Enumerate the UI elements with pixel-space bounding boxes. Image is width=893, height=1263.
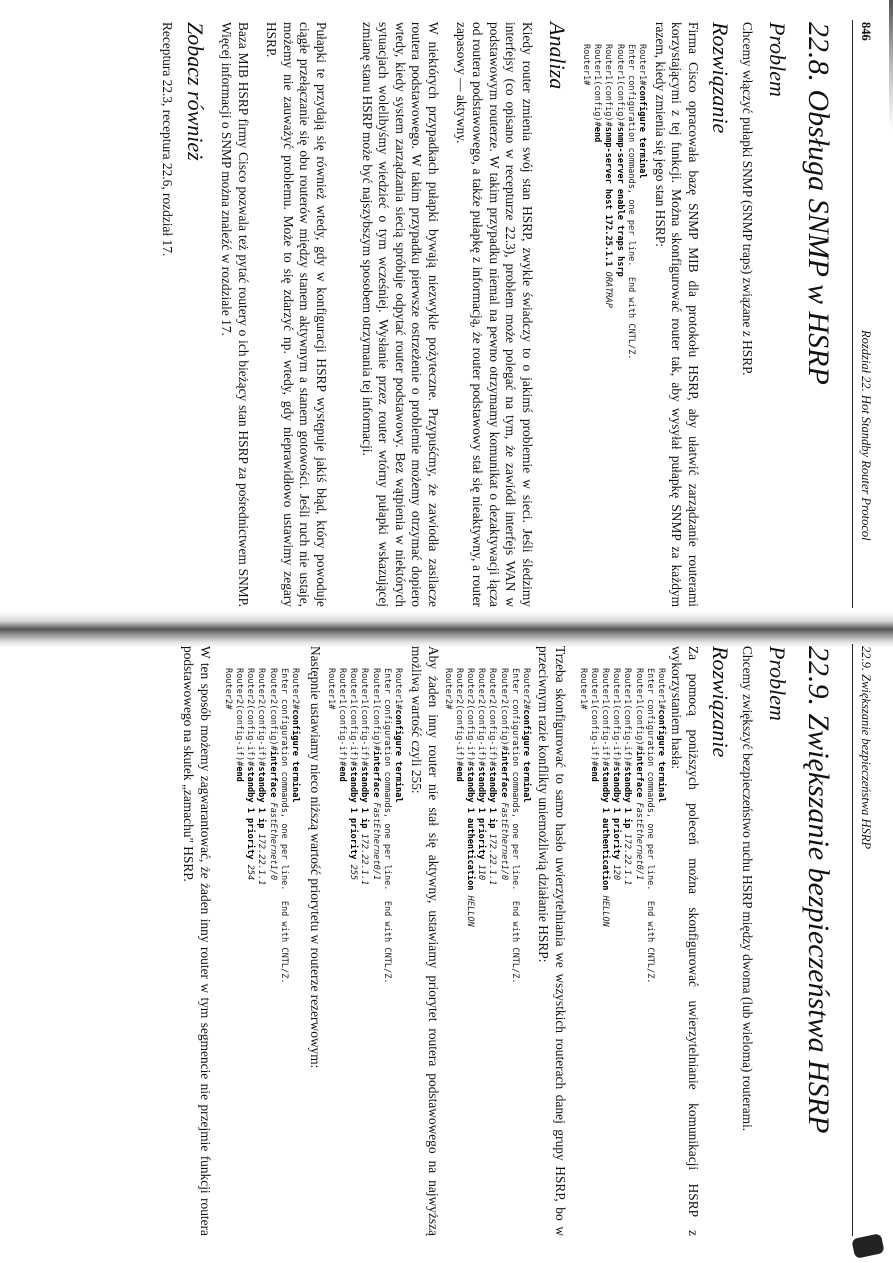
code-line xyxy=(371,668,381,880)
code-line xyxy=(393,668,403,803)
code-prompt: Router2(config-if)# xyxy=(233,668,244,767)
code-command: standby 1 priority xyxy=(245,766,256,865)
code-line xyxy=(454,668,464,782)
code-prompt: Router1(config-if)# xyxy=(622,668,633,767)
code-command: snmp-server enable traps hsrp xyxy=(614,126,625,277)
code-argument: HELLON xyxy=(464,895,475,927)
code-line xyxy=(578,668,588,709)
code-command: standby 1 priority xyxy=(348,766,359,865)
code-prompt: Router2# xyxy=(521,668,531,710)
body-text: Aby żaden inny router nie stał się aktywny, ustawiamy priorytet routera podstawowego na najwyższą możliwą wartość czyli 255: xyxy=(409,646,441,1236)
solution-text: Firma Cisco opracowała bazę SNMP MIB dla protokołu HSRP, aby ułatwić zarządzanie routerami korzystającymi z tej funkcji. Można skonfigurować router tak, aby wysyłał pułapkę SNMP za każdym razem, kiedy zmienia się jego stan HSRP: xyxy=(652,22,701,607)
body-text: Trzeba skonfigurować to samo hasło uwierzytelniania we wszystkich routerach danej grupy HSRP, bo w przeciwnym razie konflikty uniemożliwią działanie HSRP: xyxy=(536,646,568,1236)
code-line xyxy=(634,668,644,880)
solution-heading: Rozwiązanie xyxy=(708,646,733,758)
code-line xyxy=(637,44,647,179)
code-command: interface xyxy=(370,750,381,803)
code-line xyxy=(268,668,278,880)
code-prompt: Router1# xyxy=(577,668,588,710)
code-prompt: Router2(config)# xyxy=(267,668,278,751)
code-argument: HELLON xyxy=(599,895,610,927)
code-command: end xyxy=(336,766,347,782)
code-prompt: Router2(config-if)# xyxy=(453,668,464,767)
code-command: snmp-server host 172.25.1.1 xyxy=(603,126,614,272)
code-argument: FastEthernet1/0 xyxy=(267,802,278,881)
code-line xyxy=(256,668,266,885)
closing-text: W ten sposób możemy zagwarantować, że żaden inny router w tym segmencie nie przejmie funkcji routera podstawowego na skutek „zamachu" HSRP. xyxy=(181,646,213,1236)
code-prompt: Router1# xyxy=(325,668,336,710)
running-header: 22.9. Zwiększanie bezpieczeństwa HSRP xyxy=(859,646,873,850)
code-prompt: Router2(config-if)# xyxy=(464,668,475,767)
code-argument: 120 xyxy=(611,864,622,881)
code-prompt: Router1# xyxy=(656,668,666,710)
code-prompt: Router1# xyxy=(637,44,647,86)
code-prompt: Router2# xyxy=(442,668,453,710)
code-command: end xyxy=(588,766,599,782)
code-prompt: Router2(config-if)# xyxy=(476,668,487,767)
code-line xyxy=(622,668,632,885)
code-argument: ORATRAP xyxy=(603,271,614,308)
code-line xyxy=(521,668,531,803)
code-line xyxy=(279,668,289,984)
body-text: Następnie ustawiamy nieco niższą wartość priorytetu w routerze rezerwowym: xyxy=(308,646,323,1069)
right-page xyxy=(0,640,893,1263)
code-command: standby 1 ip xyxy=(359,766,370,834)
code-line xyxy=(603,44,613,308)
solution-text: Za pomocą poniższych poleceń można skonfigurować uwierzytelnianie komunikacji HSRP z wykorzystaniem hasła: xyxy=(669,646,701,1236)
code-block xyxy=(576,668,666,984)
code-line xyxy=(611,668,621,880)
code-argument: FastEthernet0/1 xyxy=(370,802,381,881)
code-argument: 172.22.1.1 xyxy=(622,833,633,886)
code-command: interface xyxy=(633,750,644,803)
code-prompt: Router1(config)# xyxy=(633,668,644,751)
code-prompt: Router2# xyxy=(290,668,300,710)
code-argument: 255 xyxy=(348,864,359,881)
code-command: end xyxy=(233,766,244,782)
code-line xyxy=(589,668,599,782)
problem-heading: Problem xyxy=(765,22,790,97)
code-prompt: Router1(config)# xyxy=(370,668,381,751)
code-prompt: Router2(config-if)# xyxy=(487,668,498,767)
code-prompt: Router1(config-if)# xyxy=(599,668,610,767)
see-also-text: Receptura 22.3, receptura 22.6, rozdział 17. xyxy=(160,22,175,257)
code-argument: FastEthernet1/0 xyxy=(498,802,509,881)
code-command: interface xyxy=(498,750,509,803)
code-argument: FastEthernet0/1 xyxy=(633,802,644,881)
code-prompt: Enter configuration commands, one per line. End with CNTL/Z. xyxy=(278,668,289,984)
code-prompt: Router1(config-if)# xyxy=(336,668,347,767)
code-command: standby 1 priority xyxy=(476,766,487,865)
code-argument: 254 xyxy=(245,864,256,881)
header-rule xyxy=(852,20,853,608)
code-line xyxy=(359,668,369,885)
code-line xyxy=(443,668,453,709)
code-prompt: Enter configuration commands, one per line. End with CNTL/Z. xyxy=(381,668,392,984)
analysis-heading: Analiza xyxy=(545,22,570,90)
code-prompt: Router2(config)# xyxy=(498,668,509,751)
code-prompt: Router2(config-if)# xyxy=(245,668,256,767)
page-number: 846 xyxy=(859,22,873,41)
code-command: configure terminal xyxy=(637,85,647,179)
code-line xyxy=(592,44,602,142)
code-block xyxy=(325,668,403,984)
code-block xyxy=(222,668,300,984)
code-line xyxy=(615,44,625,277)
code-argument: 172.22.1.1 xyxy=(256,833,267,886)
code-prompt: Router1(config-if)# xyxy=(611,668,622,767)
code-prompt: Router1(config-if)# xyxy=(348,668,359,767)
code-prompt: Router1# xyxy=(393,668,403,710)
code-line xyxy=(476,668,486,880)
code-argument: 110 xyxy=(476,864,487,881)
code-command: standby 1 ip xyxy=(256,766,267,834)
code-prompt: Router2# xyxy=(222,668,233,710)
running-header: Rozdział 22. Hot Standby Router Protocol xyxy=(859,330,873,541)
code-prompt: Enter configuration commands, one per line. End with CNTL/Z. xyxy=(625,44,636,360)
problem-heading: Problem xyxy=(765,646,790,721)
section-title: 22.9. Zwiększanie bezpieczeństwa HSRP xyxy=(802,646,835,1134)
analysis-paragraph: W niektórych przypadkach pułapki bywają niezwykle pożyteczne. Przypuśćmy, że zawiodła zasilacze routera podstawowego. W takim przypadku pierwsze ostrzeżenie o problemie możemy otrzymać dopiero wtedy, kiedy system zarządzania siecią spróbuje odpytać router podstawowy. Bez wątpienia w niektórych sytuacjach wolelibyśmy wiedzieć o tym wcześniej. Wysłanie przez router wtórny pułapki wskazującej zmianę stanu HSRP może być najszybszym sposobem otrzymania tej informacji. xyxy=(359,22,441,607)
code-prompt: Router1# xyxy=(580,44,591,86)
problem-text: Chcemy włączyć pułapki SNMP (SNMP traps) związane z HSRP. xyxy=(740,22,755,376)
header-rule xyxy=(852,644,853,1236)
code-prompt: Router1(config-if)# xyxy=(588,668,599,767)
code-line xyxy=(348,668,358,880)
code-prompt: Enter configuration commands, one per line. End with CNTL/Z. xyxy=(509,668,520,984)
code-command: end xyxy=(453,766,464,782)
code-command: interface xyxy=(267,750,278,803)
code-command: configure terminal xyxy=(290,709,300,803)
code-line xyxy=(465,668,475,927)
code-line xyxy=(234,668,244,782)
code-prompt: Router1(config)# xyxy=(592,44,603,127)
section-title: 22.8. Obsługa SNMP w HSRP xyxy=(802,22,835,385)
problem-text: Chcemy zwiększyć bezpieczeństwo ruchu HSRP między dwoma (lub wieloma) routerami. xyxy=(740,646,755,1132)
code-prompt: Router2(config-if)# xyxy=(256,668,267,767)
code-command: configure terminal xyxy=(393,709,403,803)
code-line xyxy=(656,668,666,803)
analysis-paragraph: Pułapki te przydają się również wtedy, gdy w konfiguracji HSRP występuje jakiś błąd, który powoduje ciągłe przełączanie się obu routerów między stanem aktywnym a stanem gotowości. Jeśli ruch nie ustaje, możemy nie zauważyć problemu. Może to się zdarzyć np. wtedy, gdy nieprawidłowo ustawimy zegary HSRP. xyxy=(264,22,329,607)
code-prompt: Router1(config)# xyxy=(614,44,625,127)
code-line xyxy=(499,668,509,880)
code-line xyxy=(290,668,300,803)
see-also-heading: Zobacz również xyxy=(183,22,208,161)
code-command: standby 1 authentication xyxy=(464,766,475,896)
code-line xyxy=(487,668,497,885)
code-command: standby 1 authentication xyxy=(599,766,610,896)
code-command: end xyxy=(592,126,603,143)
code-line xyxy=(626,44,636,360)
code-argument: 172.22.1.1 xyxy=(487,833,498,886)
code-command: configure terminal xyxy=(656,709,666,803)
code-line xyxy=(600,668,610,927)
code-argument: 172.22.1.1 xyxy=(359,833,370,886)
code-line xyxy=(337,668,347,782)
code-line xyxy=(223,668,233,709)
code-command: standby 1 ip xyxy=(622,766,633,834)
analysis-paragraph: Baza MIB HSRP firmy Cisco pozwala też pytać routery o ich bieżący stan HSRP za pośrednictwem SNMP. Więcej informacji o SNMP można znaleźć w rozdziale 17. xyxy=(219,22,251,607)
code-command: standby 1 priority xyxy=(611,766,622,865)
solution-heading: Rozwiązanie xyxy=(708,22,733,134)
analysis-paragraph: Kiedy router zmienia swój stan HSRP, zwykle świadczy to o jakimś problemie w sieci. Jeśli śledzimy interfejsy (co opisano w recepturze 22.3), problem może polegać na tym, że zawiódł interfejs WAN w podstawowym routerze. W takim przypadku niemal na pewno otrzymamy komunikat o dezaktywacji łącza od routera podstawowego, a także pułapkę z informacją, że router podstawowy stał się nieaktywny, a router zapasowy — aktywny. xyxy=(453,22,535,607)
code-block xyxy=(580,44,647,360)
code-line xyxy=(326,668,336,709)
code-prompt: Router1(config)# xyxy=(603,44,614,127)
code-line xyxy=(382,668,392,984)
code-prompt: Router1(config-if)# xyxy=(359,668,370,767)
code-line xyxy=(645,668,655,984)
code-command: configure terminal xyxy=(521,709,531,803)
code-command: standby 1 ip xyxy=(487,766,498,834)
code-line xyxy=(245,668,255,880)
code-line xyxy=(510,668,520,984)
code-line xyxy=(581,44,591,85)
code-block xyxy=(441,668,531,984)
code-prompt: Enter configuration commands, one per line. End with CNTL/Z. xyxy=(644,668,655,984)
left-page xyxy=(0,0,893,615)
